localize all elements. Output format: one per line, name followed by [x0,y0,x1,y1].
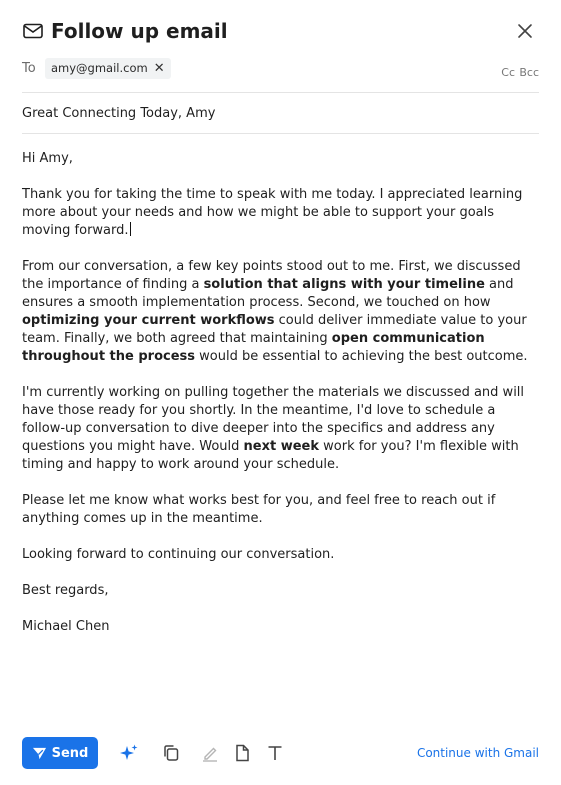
mail-icon [22,20,44,42]
close-icon[interactable] [514,20,536,42]
pen-icon[interactable] [200,743,220,763]
page-title: Follow up email [51,19,228,43]
remove-recipient-icon[interactable]: ✕ [153,61,165,76]
bcc-button[interactable]: Bcc [519,66,539,79]
bold-phrase: open communication throughout the process [22,331,485,364]
bold-phrase: optimizing your current workflows [22,313,275,328]
paragraph-text: I'm currently working on pulling together the materials we discussed and will have those ready for you shortly. In the meantime, I'd love to schedule a follow-up conversation to dive deeper into the specifics and address any questions you might have. Would [22,385,525,454]
paragraph-text: From our conversation, a few key points stood out to me. First, we discussed the importance of finding a [22,259,521,292]
send-icon [32,746,47,761]
signature: Michael Chen [22,619,110,634]
send-button[interactable] [22,737,98,769]
recipient-email: amy@gmail.com [51,61,148,75]
composer-toolbar [22,737,539,769]
cc-button[interactable]: Cc [501,66,515,79]
body-paragraph-2 [22,258,539,366]
body-paragraph-1 [22,186,539,240]
body-paragraph-4: Please let me know what works best for you, and feel free to reach out if anything comes up in the meantime. [22,493,496,526]
send-label: Send [51,745,89,761]
text-cursor [130,222,131,236]
paragraph-text: work for you? I'm flexible with timing and happy to work around your schedule. [22,439,519,472]
to-row [22,58,539,93]
to-label: To [22,61,36,76]
file-icon[interactable] [232,743,252,763]
copy-icon[interactable] [161,743,181,763]
recipient-chip[interactable] [45,58,171,79]
email-body-editor[interactable] [22,150,539,636]
greeting: Hi Amy, [22,151,73,166]
text-format-icon[interactable] [265,743,285,763]
sign-off: Best regards, [22,583,109,598]
bold-phrase: next week [243,439,320,454]
subject-field[interactable] [22,94,539,134]
continue-with-gmail-link[interactable]: Continue with Gmail [416,746,539,760]
bold-phrase: solution that aligns with your timeline [203,277,485,292]
paragraph-text: would be essential to achieving the best outcome. [195,349,528,364]
header [22,18,540,46]
paragraph-text: Thank you for taking the time to speak with me today. I appreciated learning more about your needs and how we might be able to support your goals moving forward. [22,187,523,238]
paragraph-text: could deliver immediate value to your team. Finally, we both agreed that maintaining [22,313,527,346]
paragraph-text: and ensures a smooth implementation process. Second, we touched on how [22,277,514,310]
sparkle-icon[interactable] [119,743,139,763]
body-paragraph-3 [22,384,539,474]
subject-text: Great Connecting Today, Amy [22,106,216,121]
body-paragraph-5: Looking forward to continuing our conversation. [22,547,335,562]
